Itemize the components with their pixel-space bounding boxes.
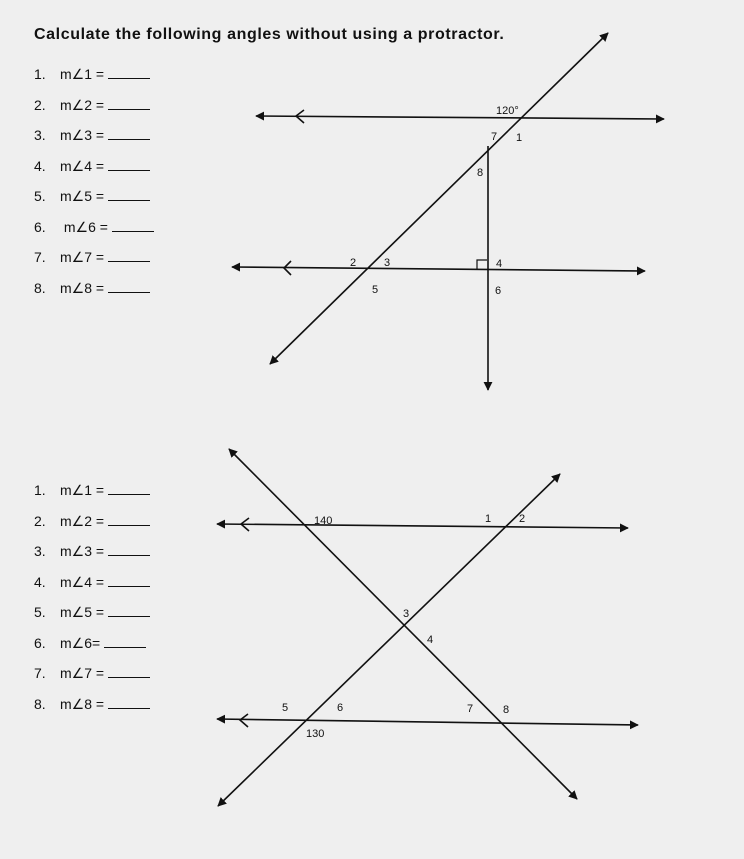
angle-label-given-bottom: 130 [306,728,325,740]
angle-label-5: 5 [372,284,379,296]
transversal-line-a [229,449,577,799]
question-number: 6. [34,218,46,235]
question-label: m∠2 = [60,512,105,529]
parallel-line-bottom [217,719,638,725]
angle-label-3: 3 [403,608,410,620]
question-label: m∠7 = [60,665,105,681]
question-number: 3. [34,127,46,143]
question-label: m∠4 = [60,157,105,174]
angle-label-3: 3 [384,257,391,269]
angle-label-2: 2 [519,513,526,525]
question-label: m∠6= [60,634,101,651]
angle-label-7: 7 [467,703,474,715]
question-number: 4. [34,157,46,174]
question-number: 4. [34,573,46,590]
question-number: 8. [34,695,46,712]
parallel-line-top [256,116,664,119]
question-label: m∠2 = [60,96,105,113]
question-label: m∠5 = [60,188,105,204]
question-label: m∠4 = [60,573,105,590]
question-number: 2. [34,512,46,529]
question-label: m∠7 = [60,249,105,265]
angle-label-1: 1 [516,132,523,144]
angle-label-1: 1 [485,513,492,525]
question-label: m∠3 = [60,543,105,559]
right-angle-mark [477,260,487,269]
question-number: 8. [34,279,46,296]
question-number: 6. [34,634,46,651]
angle-label-4: 4 [427,634,434,646]
question-number: 5. [34,188,46,204]
worksheet-title: Calculate the following angles without using a protractor. [34,26,505,43]
angle-label-8: 8 [503,704,510,716]
angle-label-8: 8 [477,167,484,179]
question-label: m∠6 = [60,218,108,235]
parallel-line-bottom [232,267,645,271]
question-label: m∠1 = [60,66,105,82]
question-label: m∠8 = [60,695,105,712]
parallel-arrow-mark-bottom [240,714,248,727]
angle-label-given: 120° [496,105,519,117]
question-label: m∠1 = [60,482,105,498]
question-label: m∠5 = [60,604,105,620]
question-number: 1. [34,482,46,498]
question-number: 7. [34,249,46,265]
question-number: 2. [34,96,46,113]
question-number: 7. [34,665,46,681]
question-label: m∠3 = [60,127,105,143]
question-number: 5. [34,604,46,620]
angle-label-given-top: 140 [314,515,333,527]
angle-label-7: 7 [491,131,498,143]
figure-1 [232,33,664,390]
angle-label-6: 6 [337,702,344,714]
angle-label-4: 4 [496,258,503,270]
angle-label-5: 5 [282,702,289,714]
angle-label-6: 6 [495,285,502,297]
parallel-line-top [217,524,628,528]
question-number: 1. [34,66,46,82]
transversal-line [270,33,608,364]
question-number: 3. [34,543,46,559]
angle-label-2: 2 [350,257,357,269]
figure-2 [217,449,638,806]
question-label: m∠8 = [60,279,105,296]
